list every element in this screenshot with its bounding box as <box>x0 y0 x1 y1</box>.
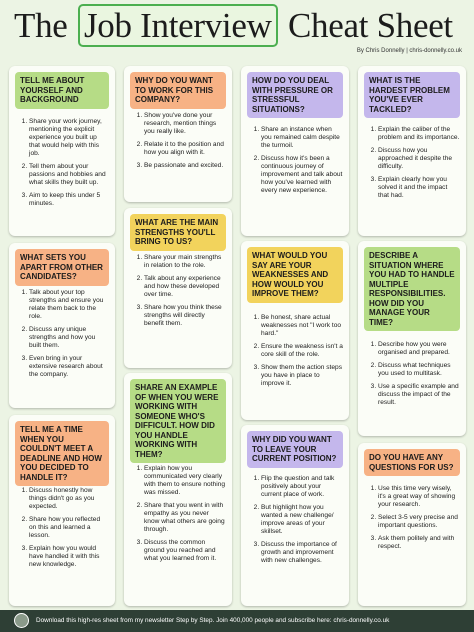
card-about-yourself <box>9 66 115 236</box>
byline: By Chris Donnelly | chris-donnelly.co.uk <box>356 48 462 54</box>
footer-bar <box>0 610 474 632</box>
list-item: 1. Share your main strengths in relation to the role. <box>144 254 226 270</box>
list-item: 3. Explain clearly how you solved it and the impact that had. <box>378 176 460 200</box>
page-title <box>14 6 453 46</box>
card-list <box>365 485 460 556</box>
card-header: SHARE AN EXAMPLE OF WHEN YOU WERE WORKING WITH SOMEONE WHO'S DIFFICULT. HOW DID YOU HANDLE WORKING WITH THEM? <box>130 379 226 463</box>
list-item: 2. Tell them about your passions and hobbies and what skills they built up. <box>29 163 109 187</box>
card-list <box>248 126 343 200</box>
list-item: 1. Explain how you communicated very clearly with them to ensure nothing was missed. <box>144 465 226 497</box>
title-pre: The <box>14 6 68 45</box>
card-questions-for-us <box>358 443 466 606</box>
list-item: 1. Use this time very wisely, it's a great way of showing your research. <box>378 485 460 509</box>
list-item: 1. Show you've done your research, mention things you really like. <box>144 112 226 136</box>
card-header: TELL ME A TIME WHEN YOU COULDN'T MEET A DEADLINE AND HOW YOU DECIDED TO HANDLE IT? <box>15 421 109 486</box>
card-list <box>131 254 226 333</box>
card-header: HOW DO YOU DEAL WITH PRESSURE OR STRESSFUL SITUATIONS? <box>247 72 343 118</box>
list-item: 2. Discuss how it's been a continuous journey of improvement and talk about how you've learned with every new experience. <box>261 155 343 195</box>
list-item: 2. But highlight how you wanted a new challenge/ improve areas of your skillset. <box>261 504 343 536</box>
header <box>0 0 474 60</box>
card-difficult-person <box>124 373 232 606</box>
list-item: 1. Share an instance when you remained calm despite the turmoil. <box>261 126 343 150</box>
list-item: 3. Explain how you would have handled it with this new knowledge. <box>29 545 109 569</box>
list-item: 3. Ask them politely and with respect. <box>378 535 460 551</box>
card-hardest-problem <box>358 66 466 236</box>
list-item: 2. Share how you reflected on this and learned a lesson. <box>29 516 109 540</box>
card-list <box>365 126 460 205</box>
list-item: 1. Be honest, share actual weaknesses not "I work too hard." <box>261 314 343 338</box>
card-header: WHAT SETS YOU APART FROM OTHER CANDIDATES? <box>15 249 109 286</box>
card-list <box>248 314 343 393</box>
card-header: WHAT IS THE HARDEST PROBLEM YOU'VE EVER TACKLED? <box>364 72 460 118</box>
card-list <box>16 118 109 213</box>
avatar <box>14 613 29 628</box>
card-list <box>131 112 226 175</box>
footer-text: Download this high-res sheet from my newsletter Step by Step. Join 400,000 people and subscribe here: chris-donnelly.co.uk <box>36 617 390 624</box>
card-main-strengths <box>124 208 232 368</box>
list-item: 1. Discuss honestly how things didn't go as you expected. <box>29 487 109 511</box>
list-item: 1. Explain the caliber of the problem and its importance. <box>378 126 460 142</box>
card-header: WHAT ARE THE MAIN STRENGTHS YOU'LL BRING TO US? <box>130 214 226 251</box>
title-highlight: Job Interview <box>78 4 278 47</box>
card-weaknesses <box>241 241 349 420</box>
list-item: 3. Use a specific example and discuss the impact of the result. <box>378 383 460 407</box>
card-header: WHY DO YOU WANT TO WORK FOR THIS COMPANY? <box>130 72 226 109</box>
list-item: 2. Share that you went in with empathy as you never know what others are going through. <box>144 502 226 534</box>
list-item: 1. Talk about your top strengths and ensure you relate them back to the role. <box>29 289 109 321</box>
list-item: 2. Ensure the weakness isn't a core skill of the role. <box>261 343 343 359</box>
list-item: 3. Be passionate and excited. <box>144 162 226 170</box>
list-item: 3. Discuss the common ground you reached and what you learned from it. <box>144 539 226 563</box>
list-item: 3. Show them the action steps you have in place to improve it. <box>261 364 343 388</box>
card-list <box>365 341 460 412</box>
card-list <box>248 475 343 570</box>
list-item: 2. Discuss how you approached it despite the difficulty. <box>378 147 460 171</box>
card-leave-position <box>241 425 349 606</box>
card-sets-apart <box>9 243 115 408</box>
card-list <box>131 465 226 568</box>
title-post: Cheat Sheet <box>288 6 453 45</box>
card-why-company <box>124 66 232 202</box>
card-header: WHY DID YOU WANT TO LEAVE YOUR CURRENT POSITION? <box>247 431 343 468</box>
list-item: 2. Relate it to the position and how you align with it. <box>144 141 226 157</box>
list-item: 3. Aim to keep this under 5 minutes. <box>29 192 109 208</box>
card-header: DO YOU HAVE ANY QUESTIONS FOR US? <box>364 449 460 476</box>
list-item: 1. Share your work journey, mentioning the explicit experience you built up that would help with this job. <box>29 118 109 158</box>
card-pressure <box>241 66 349 236</box>
list-item: 3. Discuss the importance of growth and improvement with new challenges. <box>261 541 343 565</box>
card-missed-deadline <box>9 415 115 606</box>
list-item: 1. Describe how you were organised and prepared. <box>378 341 460 357</box>
list-item: 2. Talk about any experience and how these developed over time. <box>144 275 226 299</box>
list-item: 2. Select 3-5 very precise and important questions. <box>378 514 460 530</box>
card-header: WHAT WOULD YOU SAY ARE YOUR WEAKNESSES AND HOW WOULD YOU IMPROVE THEM? <box>247 247 343 303</box>
list-item: 3. Share how you think these strengths will directly benefit them. <box>144 304 226 328</box>
card-list <box>16 487 109 574</box>
list-item: 3. Even bring in your extensive research about the company. <box>29 355 109 379</box>
list-item: 2. Discuss any unique strengths and how you built them. <box>29 326 109 350</box>
card-list <box>16 289 109 384</box>
card-header: DESCRIBE A SITUATION WHERE YOU HAD TO HANDLE MULTIPLE RESPONSIBILITIES. HOW DID YOU MANAGE YOUR TIME? <box>364 247 460 331</box>
card-header: TELL ME ABOUT YOURSELF AND BACKGROUND <box>15 72 109 109</box>
list-item: 1. Flip the question and talk positively about your current place of work. <box>261 475 343 499</box>
card-multiple-responsibilities <box>358 241 466 436</box>
list-item: 2. Discuss what techniques you used to multitask. <box>378 362 460 378</box>
